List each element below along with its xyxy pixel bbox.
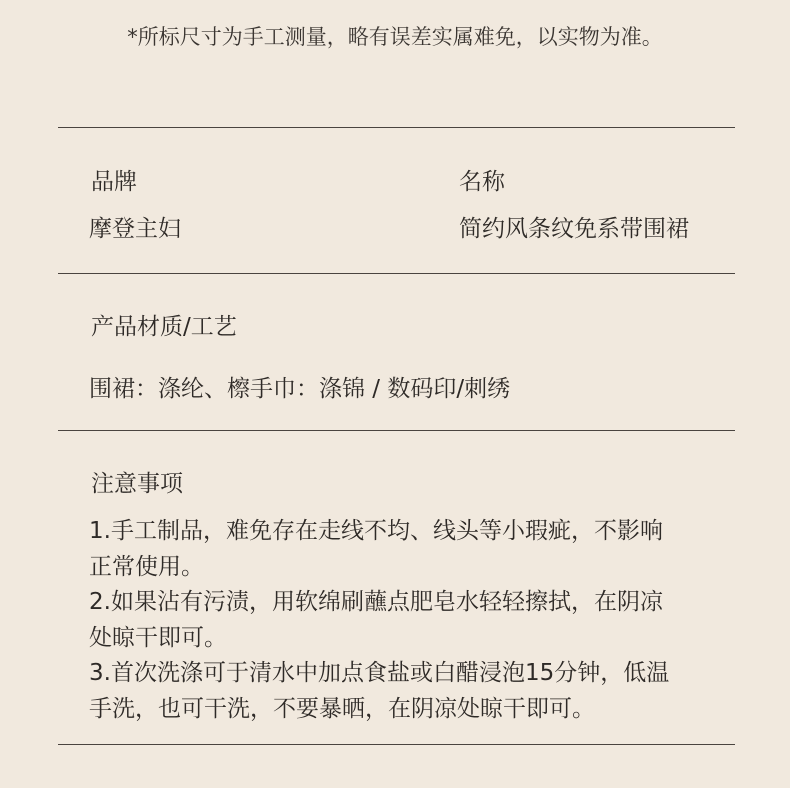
care-instructions [89, 514, 729, 727]
care-line: 1.手工制品，难免存在走线不均、线头等小瑕疵，不影响 [89, 518, 663, 544]
care-line: 正常使用。 [89, 553, 204, 580]
divider [58, 744, 735, 745]
material-label: 产品材质/工艺 [91, 314, 237, 340]
divider [58, 127, 735, 128]
divider [58, 430, 735, 431]
divider [58, 273, 735, 274]
measurement-disclaimer: *所标尺寸为手工测量，略有误差实属难免，以实物为准。 [127, 25, 663, 49]
care-line: 3.首次洗涤可于清水中加点食盐或白醋浸泡15分钟，低温 [89, 660, 670, 686]
care-line: 处晾干即可。 [89, 624, 227, 651]
material-value: 围裙：涤纶、檫手巾：涤锦 / 数码印/刺绣 [89, 376, 511, 402]
care-line: 2.如果沾有污渍，用软绵刷蘸点肥皂水轻轻擦拭，在阴凉 [89, 589, 663, 615]
name-value: 简约风条纹免系带围裙 [459, 216, 689, 242]
care-label: 注意事项 [91, 471, 183, 497]
brand-label: 品牌 [91, 169, 137, 195]
care-line: 手洗，也可干洗，不要暴晒，在阴凉处晾干即可。 [89, 695, 595, 722]
brand-value: 摩登主妇 [89, 216, 181, 242]
name-label: 名称 [459, 169, 505, 195]
